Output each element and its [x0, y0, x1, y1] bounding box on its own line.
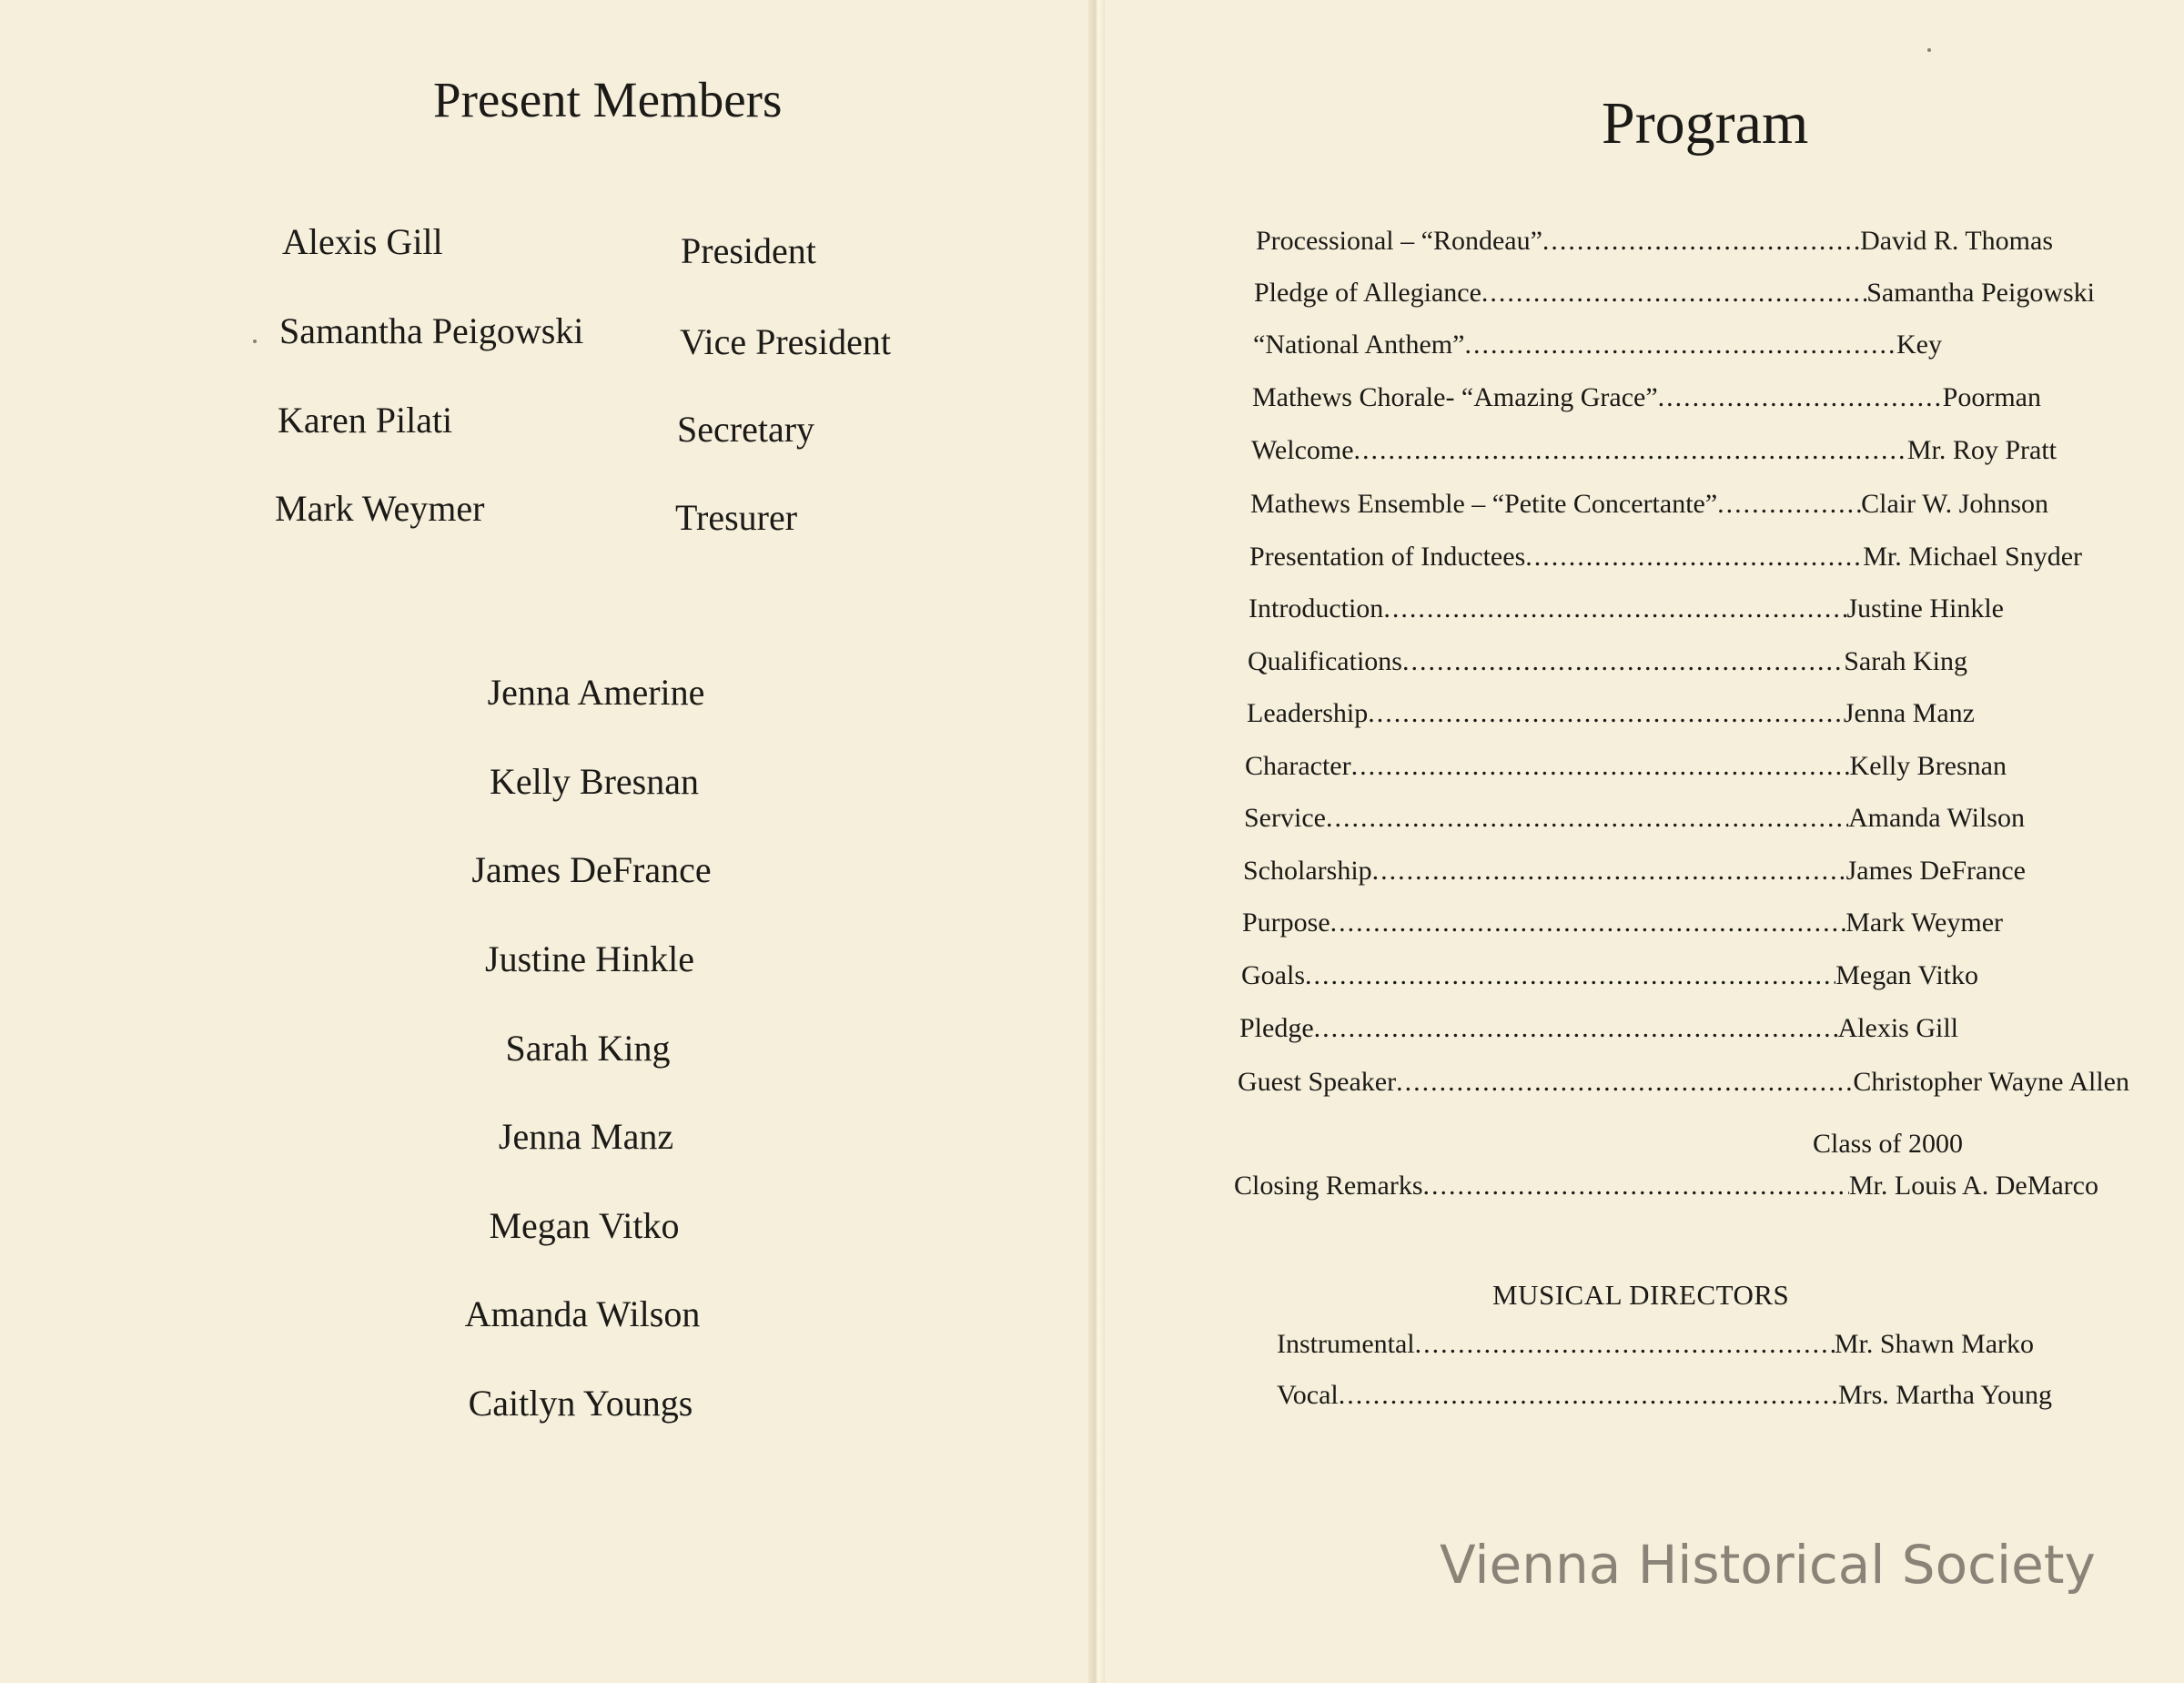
- guest-speaker-class: Class of 2000: [1813, 1129, 1963, 1159]
- officer-name: Karen Pilati: [278, 400, 453, 441]
- officer-title: President: [681, 230, 816, 271]
- program-row: [1247, 698, 1975, 729]
- program-row: [1251, 435, 2057, 466]
- center-fold: [1088, 0, 1105, 1683]
- program-item: Introduction: [1249, 593, 1384, 624]
- program-item: Purpose: [1242, 907, 1330, 938]
- officer-title: Secretary: [677, 409, 815, 450]
- program-person: Jenna Manz: [1843, 698, 1975, 728]
- program-row: [1248, 646, 1967, 677]
- musical-directors-heading: MUSICAL DIRECTORS: [1492, 1279, 1790, 1311]
- paper-speck: [1927, 48, 1931, 52]
- program-row: [1250, 489, 2048, 520]
- program-row: [1256, 226, 2053, 257]
- program-row: [1249, 593, 2004, 624]
- program-person: Justine Hinkle: [1846, 593, 2004, 624]
- member-name: Megan Vitko: [489, 1205, 680, 1246]
- program-row: [1245, 751, 2007, 782]
- program-item: Processional – “Rondeau”: [1256, 226, 1542, 256]
- program-row: [1243, 856, 2026, 887]
- member-name: Kelly Bresnan: [490, 761, 699, 802]
- program-item: Welcome: [1251, 435, 1354, 465]
- program-person: David R. Thomas: [1860, 226, 2053, 256]
- program-row: [1249, 542, 2082, 573]
- paper-speck: [253, 340, 257, 343]
- watermark: Vienna Historical Society: [1440, 1534, 2096, 1596]
- program-item: Mathews Ensemble – “Petite Concertante”: [1250, 489, 1718, 519]
- program-person: Christopher Wayne Allen: [1853, 1067, 2129, 1097]
- program-person: Mark Weymer: [1845, 907, 2003, 938]
- director-role: Vocal: [1277, 1380, 1339, 1410]
- officer-name: Samantha Peigowski: [279, 310, 584, 351]
- program-person: Clair W. Johnson: [1861, 489, 2048, 519]
- member-name: Jenna Manz: [498, 1116, 674, 1157]
- program-row: [1234, 1171, 2098, 1201]
- program-item: Leadership: [1247, 698, 1369, 728]
- program-person: Sarah King: [1844, 646, 1967, 676]
- program-item: Guest Speaker: [1238, 1067, 1397, 1097]
- program-person: Amanda Wilson: [1847, 803, 2025, 833]
- program-item: Mathews Chorale- “Amazing Grace”: [1252, 382, 1658, 412]
- program-item: Presentation of Inductees: [1249, 542, 1526, 572]
- program-row: [1253, 330, 1942, 360]
- program-item: Qualifications: [1248, 646, 1402, 676]
- program-item: Service: [1244, 803, 1326, 833]
- director-name: Mr. Shawn Marko: [1834, 1329, 2034, 1359]
- program-person: Mr. Louis A. DeMarco: [1848, 1171, 2098, 1201]
- program-person: Poorman: [1942, 382, 2041, 412]
- program-row: [1239, 1013, 1958, 1044]
- present-members-heading: Present Members: [433, 72, 783, 127]
- program-row: [1252, 382, 2041, 413]
- program-item: “National Anthem”: [1253, 330, 1465, 360]
- director-name: Mrs. Martha Young: [1837, 1380, 2052, 1410]
- officer-name: Mark Weymer: [275, 488, 485, 529]
- program-person: Mr. Roy Pratt: [1906, 435, 2057, 465]
- program-person: Kelly Bresnan: [1849, 751, 2007, 781]
- director-role: Instrumental: [1277, 1329, 1415, 1359]
- program-row: [1242, 907, 2003, 938]
- member-name: Amanda Wilson: [464, 1293, 701, 1334]
- program-person: Megan Vitko: [1835, 960, 1978, 990]
- program-heading: Program: [1602, 90, 1809, 157]
- program-row: [1244, 803, 2025, 834]
- program-item: Closing Remarks: [1234, 1171, 1423, 1201]
- program-item: Pledge: [1239, 1013, 1314, 1043]
- member-name: Justine Hinkle: [485, 938, 694, 979]
- member-name: Sarah King: [505, 1028, 671, 1069]
- member-name: James DeFrance: [471, 849, 712, 890]
- member-name: Jenna Amerine: [487, 672, 705, 713]
- program-item: Scholarship: [1243, 856, 1372, 886]
- program-item: Character: [1245, 751, 1351, 781]
- program-row: [1241, 960, 1978, 991]
- program-person: James DeFrance: [1845, 856, 2026, 886]
- officer-name: Alexis Gill: [282, 221, 443, 262]
- program-person: Mr. Michael Snyder: [1863, 542, 2082, 572]
- officer-title: Tresurer: [675, 497, 798, 538]
- program-person: Key: [1896, 330, 1942, 360]
- director-row: [1277, 1329, 2034, 1360]
- program-row: [1254, 278, 2095, 309]
- program-row: [1238, 1067, 2129, 1098]
- program-item: Pledge of Allegiance: [1254, 278, 1481, 308]
- program-person: Samantha Peigowski: [1866, 278, 2095, 308]
- program-person: Alexis Gill: [1837, 1013, 1958, 1043]
- member-name: Caitlyn Youngs: [468, 1383, 693, 1424]
- director-row: [1277, 1380, 2052, 1411]
- program-item: Goals: [1241, 960, 1305, 990]
- officer-title: Vice President: [680, 321, 891, 362]
